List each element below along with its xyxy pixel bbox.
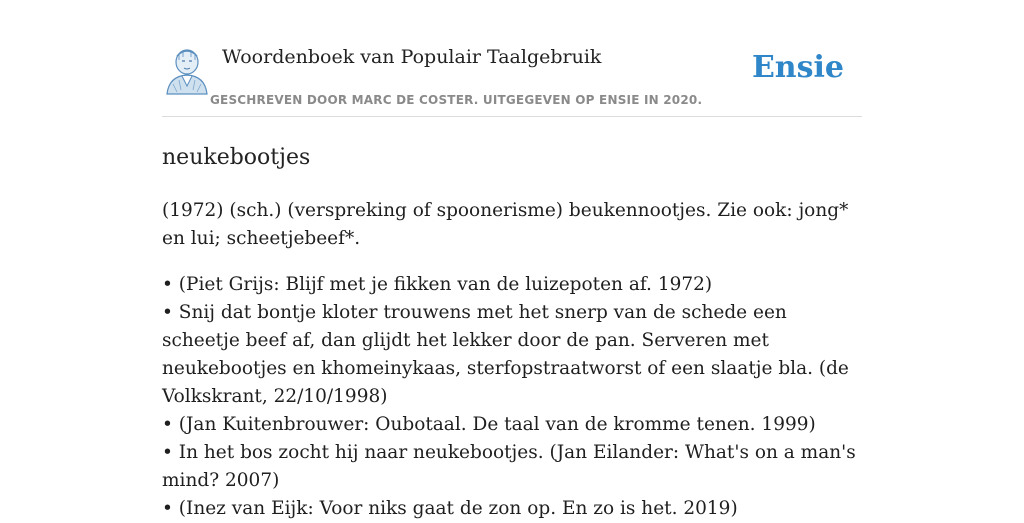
byline: GESCHREVEN DOOR MARC DE COSTER. UITGEGEVEN OP ENSIE IN 2020. [210, 93, 703, 107]
example-item: • In het bos zocht hij naar neukebootjes. (Jan Eilander: What's on a man's mind? 2007) [162, 442, 856, 491]
book-title[interactable]: Woordenboek van Populair Taalgebruik [222, 46, 602, 68]
author-portrait-icon [164, 46, 210, 96]
examples-list [162, 271, 862, 523]
example-item: • Snij dat bontje kloter trouwens met het snerp van de schede een scheetje beef af, dan glijdt het lekker door de pan. Serveren met neukebootjes en khomeinykaas, sterfopstraatworst of een slaatje bla. (de Volkskrant, 22/10/1998) [162, 302, 849, 407]
ensie-logo-link[interactable]: Ensie [751, 50, 844, 85]
example-item: • (Jan Kuitenbrouwer: Oubotaal. De taal van de kromme tenen. 1999) [162, 414, 816, 435]
entry-word: neukebootjes [162, 145, 311, 170]
page [162, 0, 862, 523]
entry-definition: (1972) (sch.) (verspreking of spoonerisme) beukennootjes. Zie ook: jong* en lui; scheetjebeef*. [162, 200, 849, 249]
example-item: • (Piet Grijs: Blijf met je fikken van de luizepoten af. 1972) [162, 274, 713, 295]
header [162, 0, 862, 117]
example-item: • (Inez van Eijk: Voor niks gaat de zon op. En zo is het. 2019) [162, 498, 738, 519]
